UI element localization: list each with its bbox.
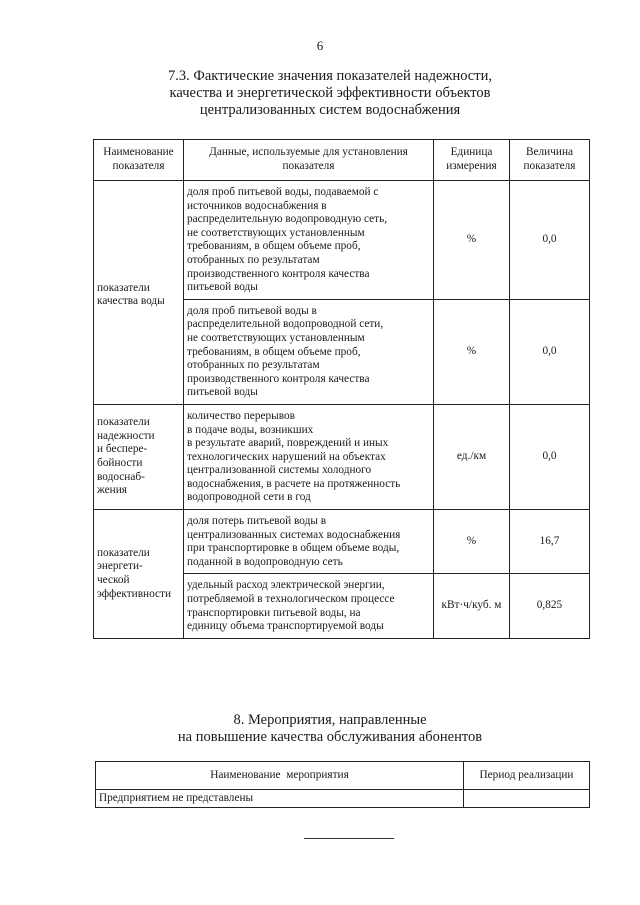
row-data-description: количество перерывов в подаче воды, возникших в результате аварий, повреждений и иных технологических нарушений на объектах централизованной системы холодного водоснабжения, в расчете на протяженность водопроводной сети в год xyxy=(184,404,434,509)
header-period: Период реализации xyxy=(464,762,590,790)
row-unit: кВт·ч/куб. м xyxy=(434,574,510,638)
events-table xyxy=(95,761,590,808)
header-data-used: Данные, используемые для установления показателя xyxy=(184,140,434,181)
row-data-description: доля проб питьевой воды, подаваемой с источников водоснабжения в распределительную водопроводную сеть, не соответствующих установленным требованиям, в общем объеме проб, отобранных по результатам производственного контроля качества питьевой воды xyxy=(184,181,434,300)
row-value: 16,7 xyxy=(510,510,590,574)
events-table-header-row xyxy=(96,762,590,790)
table-row xyxy=(94,404,590,509)
title-line: 8. Мероприятия, направленные xyxy=(233,712,427,728)
header-unit: Единица измерения xyxy=(434,140,510,181)
table-row xyxy=(94,181,590,300)
title-line: 7.3. Фактические значения показателей надежности, xyxy=(168,68,492,84)
footer-divider xyxy=(304,838,394,839)
indicators-table-header-row xyxy=(94,140,590,181)
title-line: централизованных систем водоснабжения xyxy=(199,102,461,118)
row-data-description: доля потерь питьевой воды в централизованных системах водоснабжения при транспортировке в общем объеме воды, поданной в водопроводную сеть xyxy=(184,510,434,574)
row-unit: % xyxy=(434,510,510,574)
row-unit: ед./км xyxy=(434,404,510,509)
table-row xyxy=(94,510,590,574)
header-value: Величина показателя xyxy=(510,140,590,181)
page-number: 6 xyxy=(316,38,324,53)
group-name-reliability: показатели надежности и беспере- бойности водоснаб- жения xyxy=(94,404,184,509)
event-period xyxy=(464,790,590,808)
header-indicator-name: Наименование показателя xyxy=(94,140,184,181)
indicators-table xyxy=(93,139,590,639)
row-unit: % xyxy=(434,181,510,300)
row-value: 0,0 xyxy=(510,181,590,300)
row-data-description: доля проб питьевой воды в распределительной водопроводной сети, не соответствующих установленным требованиям, в общем объеме проб, отобранных по результатам производственного контроля качества питьевой воды xyxy=(184,299,434,404)
title-line: на повышение качества обслуживания абонентов xyxy=(177,729,483,745)
row-value: 0,0 xyxy=(510,299,590,404)
section-7-3-title xyxy=(100,68,560,119)
section-8-title xyxy=(100,712,560,746)
row-data-description: удельный расход электрической энергии, потребляемой в технологическом процессе транспортировки питьевой воды, на единицу объема транспортируемой воды xyxy=(184,574,434,638)
title-line: качества и энергетической эффективности объектов xyxy=(169,85,491,101)
row-unit: % xyxy=(434,299,510,404)
row-value: 0,825 xyxy=(510,574,590,638)
header-event-name: Наименование мероприятия xyxy=(96,762,464,790)
group-name-water-quality: показатели качества воды xyxy=(94,181,184,405)
event-name: Предприятием не представлены xyxy=(96,790,464,808)
table-row xyxy=(96,790,590,808)
group-name-energy-efficiency: показатели энергети- ческой эффективности xyxy=(94,510,184,639)
row-value: 0,0 xyxy=(510,404,590,509)
